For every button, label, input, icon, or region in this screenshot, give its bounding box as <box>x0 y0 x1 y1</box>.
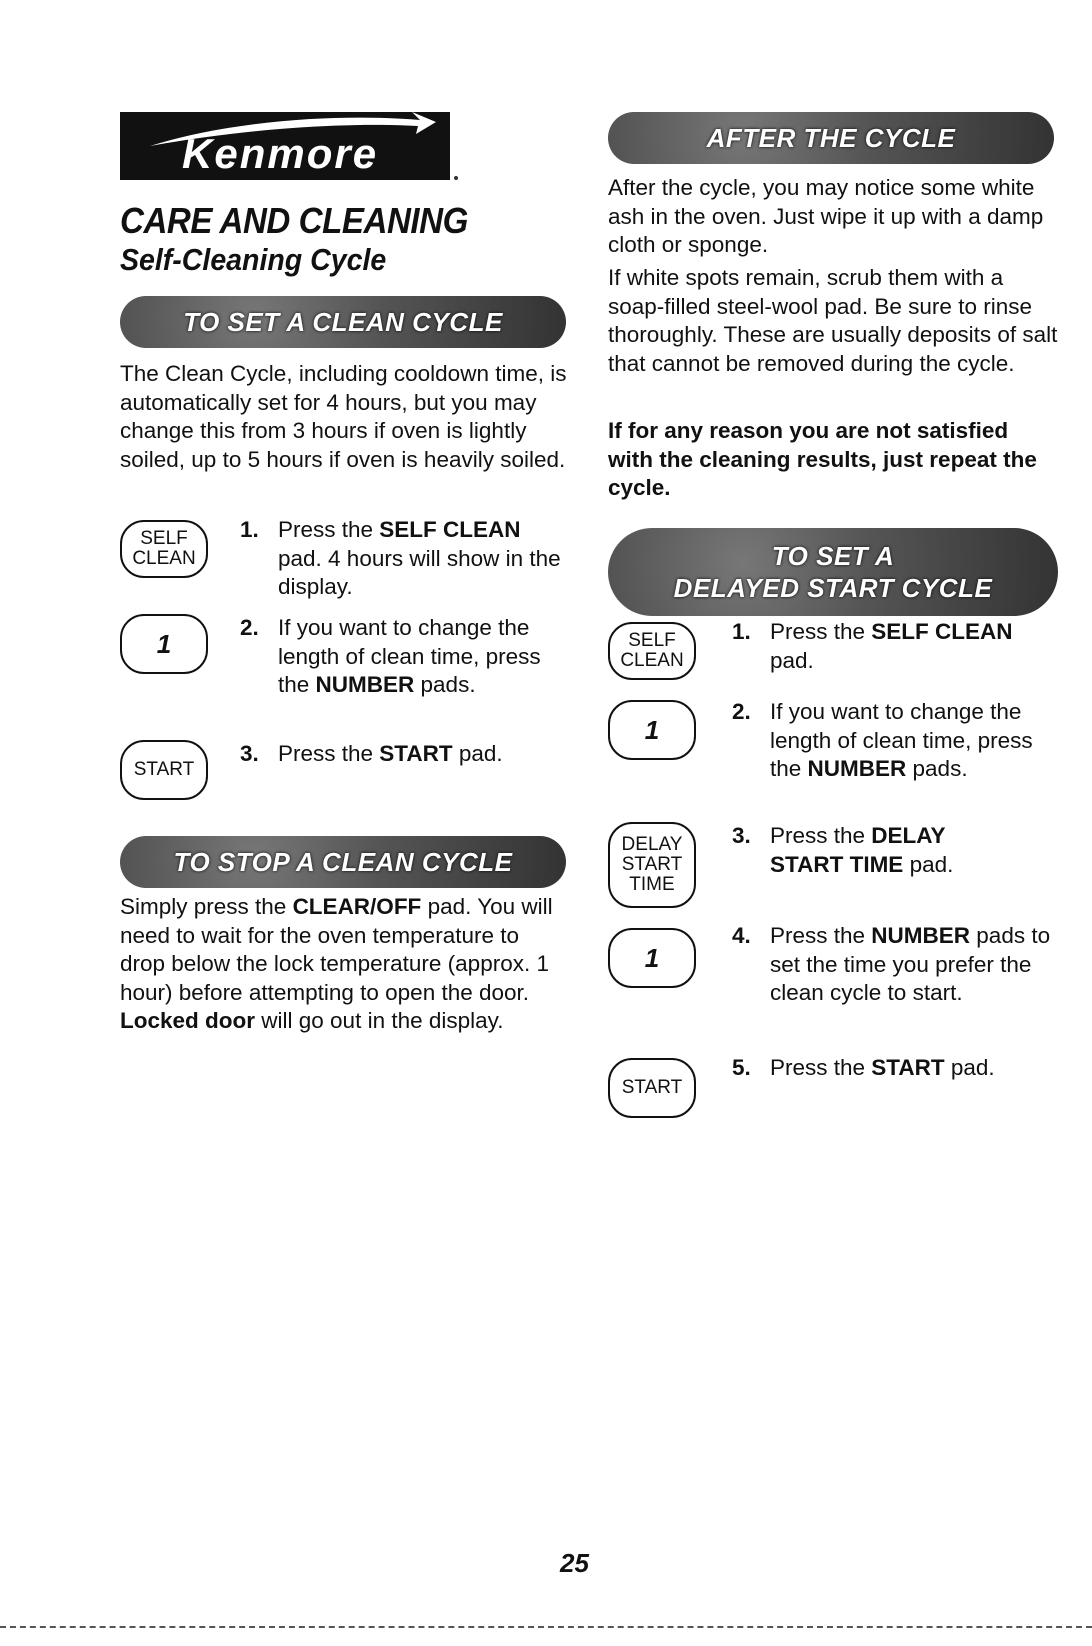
brand-name: Kenmore <box>182 130 379 177</box>
bottom-divider <box>0 1626 1092 1628</box>
step-number: 3. <box>240 741 259 766</box>
after-cycle-p2: If white spots remain, scrub them with a soap-filled steel-wool pad. Be sure to rinse thoroughly. These are usually deposits of salt that cannot be removed during the cycle. <box>608 265 1058 376</box>
step-text <box>770 698 1060 784</box>
banner-after-cycle <box>608 112 1054 164</box>
step-text-pre: If you want to change the length of clean time, press the <box>278 615 541 697</box>
key-label: 1 <box>644 715 660 745</box>
step-text-bold: NUMBER <box>871 923 971 948</box>
key-label: 1 <box>156 629 172 659</box>
after-cycle-p1: After the cycle, you may notice some white ash in the oven. Just wipe it up with a damp cloth or sponge. <box>608 175 1044 257</box>
banner-stop-clean-cycle <box>120 836 566 888</box>
page-number: 25 <box>560 1548 589 1578</box>
stop-text-1: Simply press the <box>120 894 293 919</box>
step-number: 4. <box>732 923 751 948</box>
page-subtitle: Self-Cleaning Cycle <box>120 242 387 277</box>
key-label: SELF <box>628 630 676 651</box>
stop-bold-1: CLEAR/OFF <box>292 894 422 919</box>
banner-text-line2: DELAYED START CYCLE <box>673 573 993 603</box>
number-key-icon <box>608 700 696 760</box>
delay-start-time-key-icon <box>608 822 696 908</box>
banner-text: AFTER THE CYCLE <box>706 122 956 153</box>
banner-text: TO SET A CLEAN CYCLE <box>183 306 503 337</box>
key-label: START <box>621 1077 683 1098</box>
step-text-pre: Press the <box>770 619 872 644</box>
after-cycle-note: If for any reason you are not satisfied with the cleaning results, just repeat the cycle. <box>608 418 1037 500</box>
number-key-icon <box>120 614 208 674</box>
step-text-bold: SELF CLEAN <box>871 619 1013 644</box>
step-text <box>770 618 1060 675</box>
page-title: CARE AND CLEANING <box>120 200 468 241</box>
step-text-post: pad. 4 hours will show in the display. <box>278 545 561 599</box>
logo-mark-dot <box>454 176 458 180</box>
step-text <box>770 822 1020 879</box>
key-label: START <box>621 854 683 875</box>
stop-bold-2: Locked door <box>120 1008 256 1033</box>
banner-text: TO STOP A CLEAN CYCLE <box>173 846 513 877</box>
key-label: TIME <box>629 874 675 895</box>
step-text-post: pad. <box>903 851 954 877</box>
step-text-post: pad. <box>452 741 503 766</box>
banner-text-line1: TO SET A <box>771 541 895 571</box>
key-label: START <box>133 759 195 780</box>
step-number: 5. <box>732 1055 751 1080</box>
stop-clean-text <box>120 893 570 1036</box>
step-number: 1. <box>240 517 259 542</box>
step-number: 2. <box>240 615 259 640</box>
self-clean-key-icon <box>120 520 208 578</box>
key-label: DELAY <box>621 834 683 855</box>
key-label: SELF <box>140 528 188 549</box>
step-text <box>278 614 568 700</box>
step-text <box>278 516 568 602</box>
step-text-bold: START <box>871 1055 945 1080</box>
step-text-pre: If you want to change the length of clean time, press the <box>770 699 1033 781</box>
start-key-icon <box>608 1058 696 1118</box>
step-text-post: pad. <box>770 647 814 673</box>
step-text-bold: START <box>379 741 453 766</box>
step-text-pre: Press the <box>278 741 380 766</box>
number-key-icon <box>608 928 696 988</box>
step-text-post: pads. <box>906 756 968 781</box>
step-text-post: pads. <box>414 672 476 697</box>
step-number: 2. <box>732 699 751 724</box>
step-number: 1. <box>732 619 751 644</box>
step-text <box>770 922 1060 1008</box>
step-text-post: pad. <box>944 1055 995 1080</box>
step-text-bold: NUMBER <box>807 756 907 781</box>
start-key-icon <box>120 740 208 800</box>
key-label: 1 <box>644 943 660 973</box>
step-text-bold: NUMBER <box>315 672 415 697</box>
step-text-bold: DELAY START TIME <box>770 823 946 877</box>
step-text-pre: Press the <box>770 823 872 848</box>
key-label: CLEAN <box>620 650 684 671</box>
banner-set-clean-cycle <box>120 296 566 348</box>
step-text <box>278 740 568 769</box>
kenmore-logo <box>120 112 450 180</box>
stop-text-2: pad. You will need to wait for the oven temperature to drop below the lock temperature (approx. 1 hour) before attempting to open the door. <box>120 894 553 1005</box>
self-clean-key-icon <box>608 622 696 680</box>
stop-text-3: will go out in the display. <box>255 1008 504 1033</box>
step-text-pre: Press the <box>278 517 380 542</box>
set-clean-intro: The Clean Cycle, including cooldown time, is automatically set for 4 hours, but you may change this from 3 hours if oven is lightly soiled, up to 5 hours if oven is heavily soiled. <box>120 361 567 472</box>
step-text-post: pads to set the time you prefer the clean cycle to start. <box>770 923 1051 1005</box>
step-text-pre: Press the <box>770 1055 872 1080</box>
step-text-bold: SELF CLEAN <box>379 517 521 542</box>
banner-delayed-start <box>608 528 1058 616</box>
step-number: 3. <box>732 823 751 848</box>
step-text-pre: Press the <box>770 923 872 948</box>
key-label: CLEAN <box>132 548 196 569</box>
step-text <box>770 1054 1060 1083</box>
